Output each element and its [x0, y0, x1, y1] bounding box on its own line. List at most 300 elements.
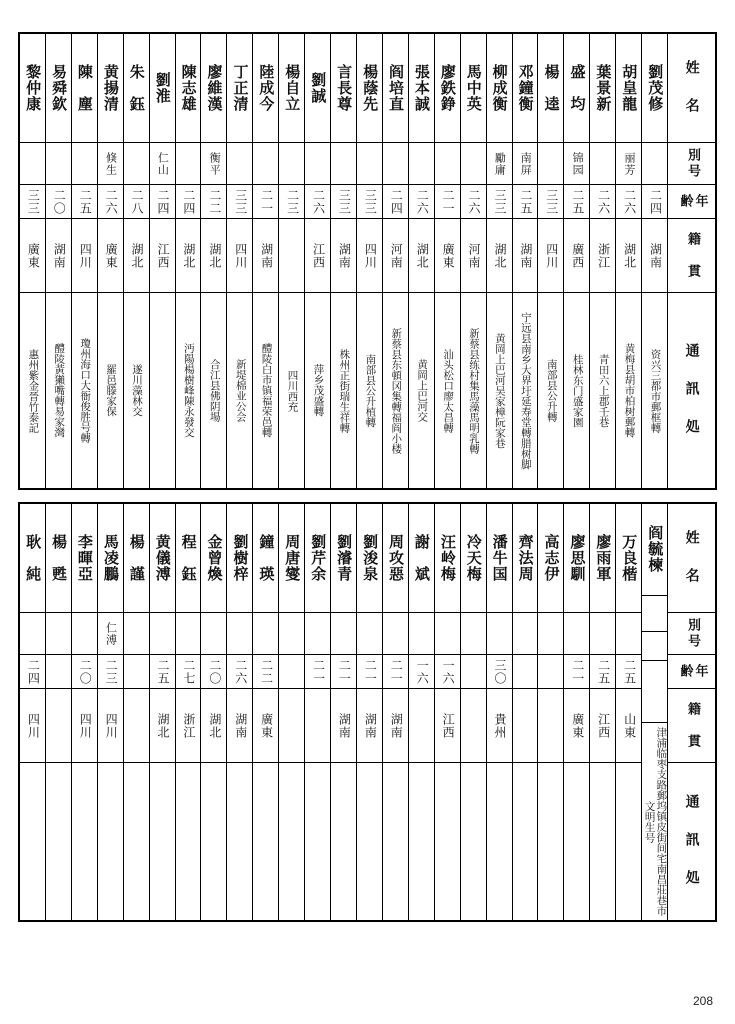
cell-name — [590, 504, 615, 612]
cell-name — [564, 34, 589, 142]
cell-name — [357, 504, 382, 612]
cell-native — [72, 688, 97, 762]
cell-name — [435, 504, 460, 612]
table-column — [382, 504, 408, 920]
header-cell-name — [668, 504, 715, 612]
name-text: 廖思馴 — [568, 534, 587, 582]
cell-address — [279, 762, 304, 920]
name-text: 高志伊 — [542, 534, 561, 582]
cell-native — [279, 218, 304, 292]
native-text: 湖南 — [363, 712, 378, 739]
alias-text: 倏生 — [104, 151, 118, 176]
cell-age — [20, 654, 45, 688]
cell-alias — [538, 142, 563, 184]
cell-name — [305, 504, 330, 612]
cell-native — [383, 688, 408, 762]
age-text: 二六 — [104, 188, 119, 215]
cell-name — [227, 504, 252, 612]
cell-alias — [513, 142, 538, 184]
cell-alias — [409, 612, 434, 654]
native-text: 河南 — [389, 242, 404, 269]
native-text: 江西 — [311, 242, 326, 269]
cell-alias — [72, 612, 97, 654]
cell-name — [176, 34, 201, 142]
name-text: 万良楷 — [620, 534, 639, 582]
cell-age — [279, 184, 304, 218]
cell-age — [124, 184, 149, 218]
native-text: 四川 — [544, 242, 559, 269]
cell-native — [564, 688, 589, 762]
cell-alias — [616, 612, 641, 654]
name-text: 阎培直 — [386, 64, 405, 112]
cell-alias — [253, 612, 278, 654]
cell-address — [227, 292, 252, 488]
cell-age — [357, 654, 382, 688]
header-cell-alias — [668, 612, 715, 654]
name-text: 張本誠 — [412, 64, 431, 112]
cell-native — [331, 688, 356, 762]
header-address-label: 通 訊 処 — [683, 343, 700, 438]
cell-alias — [176, 142, 201, 184]
header-cell-native_place — [668, 688, 715, 762]
cell-native — [227, 688, 252, 762]
native-text: 湖北 — [415, 242, 430, 269]
address-text: 汕头松口廖太昌轉 — [442, 348, 455, 433]
cell-native — [590, 218, 615, 292]
cell-name — [642, 34, 667, 142]
table-column — [175, 504, 201, 920]
cell-native — [20, 218, 45, 292]
age-text: 二四 — [155, 188, 170, 215]
cell-name — [279, 504, 304, 612]
age-text: 二六 — [467, 188, 482, 215]
name-text: 黄儀溥 — [153, 534, 172, 582]
native-text: 廣東 — [570, 712, 585, 739]
cell-alias — [357, 142, 382, 184]
cell-native — [564, 218, 589, 292]
cell-address — [279, 292, 304, 488]
name-text: 言長尊 — [335, 64, 354, 112]
cell-name — [538, 504, 563, 612]
cell-native — [201, 688, 226, 762]
cell-name — [564, 504, 589, 612]
cell-age — [72, 184, 97, 218]
table-column — [615, 504, 641, 920]
name-text: 阎毓楝 — [646, 525, 665, 574]
address-text: 遂川藻林交 — [131, 364, 144, 417]
address-text: 新蔡县练村集馬藻馬明乳轉 — [468, 327, 480, 454]
table-column — [408, 34, 434, 488]
cell-alias — [279, 612, 304, 654]
name-text: 汪岭梅 — [438, 534, 457, 582]
cell-address — [538, 292, 563, 488]
name-text: 程 鈺 — [179, 534, 198, 582]
cell-native — [487, 218, 512, 292]
native-text: 廣東 — [441, 242, 456, 269]
age-text: 二六 — [596, 188, 611, 215]
cell-native — [150, 218, 175, 292]
cell-native — [538, 688, 563, 762]
cell-alias — [253, 142, 278, 184]
cell-address — [409, 762, 434, 920]
cell-address — [383, 762, 408, 920]
cell-age — [331, 184, 356, 218]
table-column — [589, 34, 615, 488]
cell-address — [150, 762, 175, 920]
cell-native — [253, 218, 278, 292]
native-text: 廣西 — [570, 242, 585, 269]
native-text: 廣東 — [26, 242, 41, 269]
cell-name — [305, 34, 330, 142]
name-text: 丁正清 — [231, 64, 250, 112]
address-text: 黄梅县胡市柏树郵轉 — [623, 343, 636, 438]
cell-age — [487, 184, 512, 218]
cell-name — [616, 504, 641, 612]
cell-alias — [409, 142, 434, 184]
address-text: 新堤棉业公会 — [234, 359, 247, 422]
cell-native — [305, 218, 330, 292]
cell-address — [253, 292, 278, 488]
cell-native — [98, 218, 123, 292]
cell-name — [279, 34, 304, 142]
cell-alias — [461, 612, 486, 654]
cell-native — [590, 688, 615, 762]
cell-name — [616, 34, 641, 142]
name-text: 黎仲康 — [24, 64, 43, 112]
cell-name — [98, 34, 123, 142]
cell-native — [616, 688, 641, 762]
cell-alias — [590, 612, 615, 654]
table-column — [97, 34, 123, 488]
cell-age — [227, 184, 252, 218]
cell-native — [513, 218, 538, 292]
cell-age — [150, 654, 175, 688]
table-column — [278, 504, 304, 920]
native-text: 浙江 — [181, 712, 196, 739]
cell-address — [435, 292, 460, 488]
cell-address — [538, 762, 563, 920]
name-text: 齊法周 — [516, 534, 535, 582]
name-text: 陸成今 — [257, 64, 276, 112]
table-column — [304, 34, 330, 488]
cell-alias — [435, 142, 460, 184]
cell-native — [227, 218, 252, 292]
age-text: 二一 — [570, 658, 585, 685]
cell-address — [331, 292, 356, 488]
cell-name — [150, 34, 175, 142]
cell-age — [435, 654, 460, 688]
cell-age — [538, 184, 563, 218]
cell-native — [279, 688, 304, 762]
alias-text: 仁山 — [156, 151, 170, 176]
cell-name — [357, 34, 382, 142]
alias-text: 衡平 — [208, 151, 222, 176]
table-column — [512, 504, 538, 920]
address-text: 青田六上郡壬巷 — [597, 353, 610, 428]
native-text: 貴州 — [492, 712, 507, 739]
header-address-label: 通 訊 処 — [683, 794, 700, 889]
name-text: 耿 純 — [24, 534, 43, 582]
age-text: 二六 — [415, 188, 430, 215]
native-text: 浙江 — [596, 242, 611, 269]
cell-alias — [487, 142, 512, 184]
cell-age — [642, 631, 667, 660]
native-text: 河南 — [467, 242, 482, 269]
cell-alias — [305, 142, 330, 184]
alias-text: 丽芳 — [622, 151, 636, 176]
cell-address — [201, 762, 226, 920]
address-text: 黄岡上巴河吴家樟阮家巷 — [493, 332, 506, 449]
age-text: 二一 — [389, 658, 404, 685]
cell-address — [253, 762, 278, 920]
cell-age — [46, 184, 71, 218]
cell-name — [590, 34, 615, 142]
table-column — [537, 34, 563, 488]
age-text: 三三 — [337, 188, 352, 215]
table-column — [486, 34, 512, 488]
age-text: 二五 — [155, 658, 170, 685]
cell-alias — [150, 142, 175, 184]
cell-age — [253, 654, 278, 688]
table-column — [641, 34, 667, 488]
cell-address — [331, 762, 356, 920]
table-column — [71, 34, 97, 488]
cell-native — [72, 218, 97, 292]
cell-name — [538, 34, 563, 142]
cell-age — [409, 654, 434, 688]
roster-table-1 — [18, 32, 717, 490]
table-column — [563, 504, 589, 920]
cell-address — [357, 762, 382, 920]
cell-age — [124, 654, 149, 688]
cell-age — [98, 184, 123, 218]
cell-alias — [616, 142, 641, 184]
native-text: 湖北 — [207, 242, 222, 269]
header-name-label: 姓 名 — [683, 529, 700, 587]
header-age-label: 年齢 — [677, 663, 708, 680]
native-text: 湖北 — [181, 242, 196, 269]
cell-alias — [590, 142, 615, 184]
name-text: 劉茂修 — [646, 64, 665, 112]
cell-age — [305, 184, 330, 218]
cell-alias — [383, 612, 408, 654]
age-text: 二一 — [363, 658, 378, 685]
address-text: 株州正街瑞生祥轉 — [338, 348, 351, 433]
header-cell-age — [668, 184, 715, 218]
header-native_place-label: 籍 貫 — [685, 231, 701, 280]
cell-name — [46, 34, 71, 142]
age-text: 二四 — [648, 188, 663, 215]
alias-text: 南屏 — [519, 151, 533, 176]
table-column — [537, 504, 563, 920]
native-text: 湖南 — [233, 712, 248, 739]
cell-name — [150, 504, 175, 612]
cell-native — [357, 688, 382, 762]
cell-native — [150, 688, 175, 762]
cell-alias — [20, 612, 45, 654]
table-column — [226, 504, 252, 920]
cell-alias — [564, 142, 589, 184]
age-text: 二一 — [441, 188, 456, 215]
native-text: 山東 — [622, 712, 637, 739]
cell-age — [331, 654, 356, 688]
cell-age — [461, 184, 486, 218]
cell-alias — [305, 612, 330, 654]
native-text: 湖北 — [492, 242, 507, 269]
cell-native — [642, 218, 667, 292]
address-text: 新蔡县东頓冈集轉福阎小楼 — [390, 327, 403, 454]
address-text: 沔陽楊樹峰陳永發交 — [182, 343, 195, 438]
age-text: 二三 — [104, 658, 119, 685]
cell-native — [487, 688, 512, 762]
cell-age — [513, 654, 538, 688]
age-text: 二三 — [285, 188, 300, 215]
age-text: 二一 — [337, 658, 352, 685]
address-text: 南部县公升植轉 — [364, 353, 377, 428]
cell-alias — [227, 612, 252, 654]
header-cell-name — [668, 34, 715, 142]
cell-alias — [98, 612, 123, 654]
age-text: 二四 — [181, 188, 196, 215]
address-text: 四川西充 — [286, 369, 299, 412]
cell-alias — [46, 142, 71, 184]
table-column — [356, 34, 382, 488]
cell-address — [590, 292, 615, 488]
cell-age — [435, 184, 460, 218]
table-column — [149, 34, 175, 488]
table-column — [330, 34, 356, 488]
cell-native — [124, 218, 149, 292]
cell-age — [305, 654, 330, 688]
name-text: 邓鐘衡 — [516, 64, 535, 112]
table-column — [71, 504, 97, 920]
cell-native — [538, 218, 563, 292]
table-column — [641, 504, 667, 920]
native-text: 湖南 — [648, 242, 663, 269]
cell-name — [461, 504, 486, 612]
cell-name — [642, 504, 667, 595]
age-text: 三三 — [233, 188, 248, 215]
cell-address — [616, 292, 641, 488]
age-text: 二八 — [130, 188, 145, 215]
header-cell-age — [668, 654, 715, 688]
cell-native — [409, 218, 434, 292]
cell-alias — [98, 142, 123, 184]
native-text: 湖南 — [259, 242, 274, 269]
table-column — [460, 504, 486, 920]
name-text: 劉樹梓 — [231, 534, 250, 582]
cell-address — [124, 292, 149, 488]
native-text: 四川 — [78, 712, 93, 739]
cell-name — [487, 504, 512, 612]
age-text: 二一 — [259, 188, 274, 215]
table-column — [486, 504, 512, 920]
header-name-label: 姓 名 — [683, 59, 700, 117]
name-text: 潘牛国 — [490, 534, 509, 582]
cell-native — [176, 218, 201, 292]
cell-name — [46, 504, 71, 612]
cell-age — [616, 184, 641, 218]
name-text: 陳志雄 — [179, 64, 198, 112]
table-column — [252, 504, 278, 920]
table-column — [460, 34, 486, 488]
cell-name — [513, 504, 538, 612]
name-text: 楊蔭先 — [361, 64, 380, 112]
cell-age — [20, 184, 45, 218]
table-column — [45, 34, 71, 488]
native-text: 湖南 — [52, 242, 67, 269]
table-header-column — [667, 34, 715, 488]
native-text: 江西 — [441, 712, 456, 739]
cell-alias — [46, 612, 71, 654]
cell-address — [98, 292, 123, 488]
address-text: 萍乡茂盛轉 — [312, 364, 325, 417]
table-column — [20, 504, 45, 920]
cell-alias — [538, 612, 563, 654]
cell-name — [253, 504, 278, 612]
header-alias-label: 別号 — [685, 147, 701, 180]
cell-address — [564, 762, 589, 920]
table-column — [589, 504, 615, 920]
cell-name — [331, 504, 356, 612]
name-text: 朱 鈺 — [127, 64, 146, 112]
cell-name — [124, 34, 149, 142]
cell-address — [642, 722, 667, 920]
age-text: 三三 — [363, 188, 378, 215]
name-text: 葉景新 — [594, 64, 613, 112]
cell-address — [176, 292, 201, 488]
cell-name — [201, 34, 226, 142]
age-text: 二二 — [259, 658, 274, 685]
native-text: 湖南 — [518, 242, 533, 269]
table-column — [408, 504, 434, 920]
age-text: 二二 — [207, 188, 222, 215]
cell-age — [72, 654, 97, 688]
header-native_place-label: 籍 貫 — [685, 701, 701, 750]
cell-name — [383, 34, 408, 142]
cell-alias — [201, 612, 226, 654]
cell-native — [124, 688, 149, 762]
age-text: 二五 — [518, 188, 533, 215]
name-text: 黄揚清 — [101, 64, 120, 112]
address-text: 黄岡上巴河交 — [416, 359, 429, 422]
table-column — [97, 504, 123, 920]
cell-name — [409, 34, 434, 142]
alias-text: 锦园 — [571, 151, 585, 176]
address-text: 宁远县南乡大界圩延寿堂轉腊树脚 — [519, 311, 532, 470]
native-text: 四川 — [78, 242, 93, 269]
native-text: 四川 — [26, 712, 41, 739]
cell-native — [20, 688, 45, 762]
cell-native — [383, 218, 408, 292]
cell-native — [461, 688, 486, 762]
table-column — [175, 34, 201, 488]
cell-native — [616, 218, 641, 292]
name-text: 劉淮 — [153, 72, 172, 104]
cell-address — [305, 762, 330, 920]
cell-address — [72, 292, 97, 488]
cell-alias — [513, 612, 538, 654]
name-text: 劉誠 — [309, 72, 328, 104]
native-text: 江西 — [155, 242, 170, 269]
age-text: 三〇 — [492, 658, 507, 685]
cell-alias — [201, 142, 226, 184]
cell-alias — [383, 142, 408, 184]
name-text: 劉浚泉 — [361, 534, 380, 582]
table-column — [200, 504, 226, 920]
cell-alias — [124, 612, 149, 654]
cell-native — [98, 688, 123, 762]
